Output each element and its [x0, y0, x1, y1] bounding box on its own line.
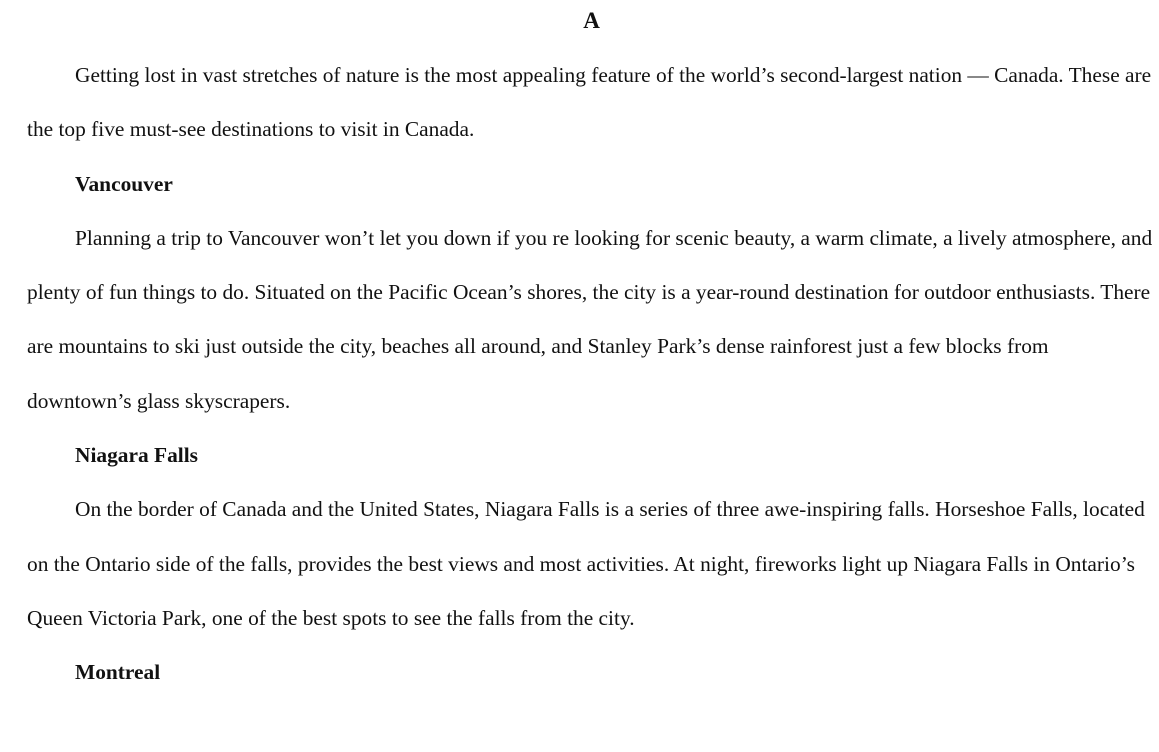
paragraph-niagara-falls: On the border of Canada and the United States, Niagara Falls is a series of three awe-inspiring falls. Horseshoe Falls, located on the Ontario side of the falls, provides the best views and most activities. At night, fireworks light up Niagara Falls in Ontario’s Queen Victoria Park, one of the best spots to see the falls from the city.: [27, 497, 1145, 630]
paragraph-vancouver: Planning a trip to Vancouver won’t let you down if you re looking for scenic beauty, a warm climate, a lively atmosphere, and plenty of fun things to do. Situated on the Pacific Ocean’s shores, the city is a year-round destination for outdoor enthusiasts. There are mountains to ski just outside the city, beaches all around, and Stanley Park’s dense rainforest just a few blocks from downtown’s glass skyscrapers.: [27, 225, 1153, 413]
heading-montreal: Montreal: [75, 660, 161, 685]
heading-vancouver: Vancouver: [75, 171, 173, 196]
section-letter-heading: A: [583, 8, 600, 33]
heading-niagara-falls: Niagara Falls: [75, 443, 198, 468]
document-page: [27, 0, 1153, 700]
intro-paragraph: Getting lost in vast stretches of nature is the most appealing feature of the world’s second-largest nation — Canada. These are the top five must-see destinations to visit in Canada.: [27, 63, 1152, 142]
